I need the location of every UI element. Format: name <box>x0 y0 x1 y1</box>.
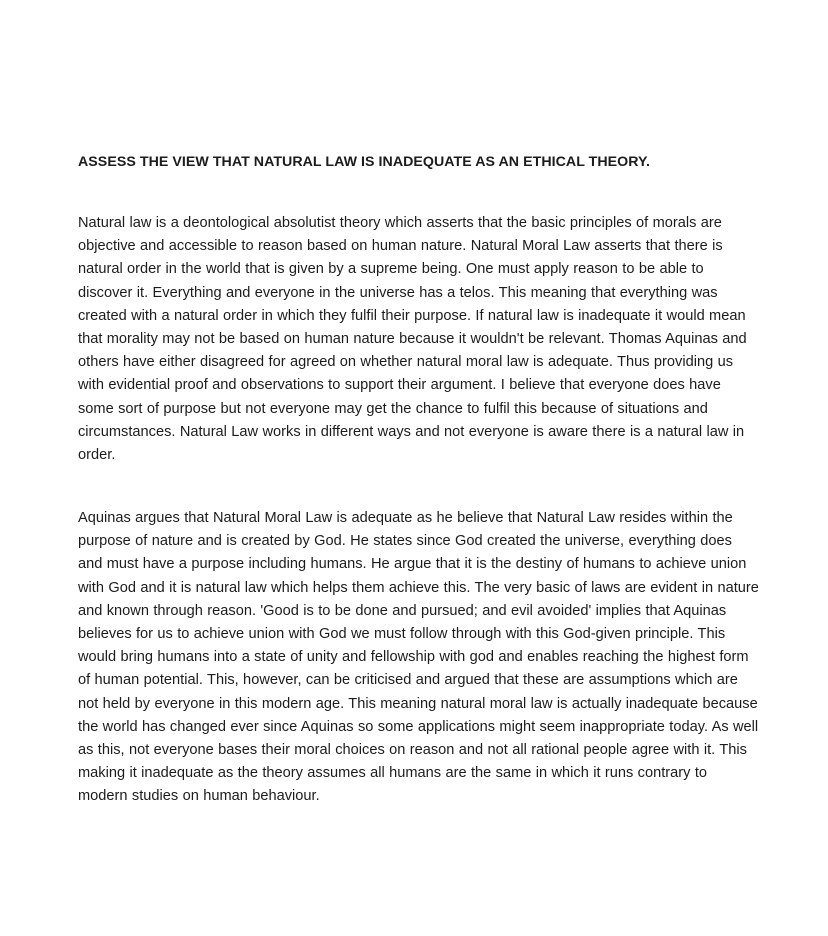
paragraph-aquinas-argument: Aquinas argues that Natural Moral Law is adequate as he believe that Natural Law resides within the purpose of nature and is created by God. He states since God created the universe, everything does and must have a purpose including humans. He argue that it is the destiny of humans to achieve union with God and it is natural law which helps them achieve this. The very basic of laws are evident in nature and known through reason. 'Good is to be done and pursued; and evil avoided' implies that Aquinas believes for us to achieve union with God we must follow through with this God-given principle. This would bring humans into a state of unity and fellowship with god and enables reaching the highest form of human potential. This, however, can be criticised and argued that these are assumptions which are not held by everyone in this modern age. This meaning natural moral law is actually inadequate because the world has changed ever since Aquinas so some applications might seem inappropriate today. As well as this, not everyone bases their moral choices on reason and not all rational people agree with it. This making it inadequate as the theory assumes all humans are the same in which it runs contrary to modern studies on human behaviour. <box>78 510 759 805</box>
paragraph-introduction: Natural law is a deontological absolutist theory which asserts that the basic principles of morals are objective and accessible to reason based on human nature. Natural Moral Law asserts that there is natural order in the world that is given by a supreme being. One must apply reason to be able to discover it. Everything and everyone in the universe has a telos. This meaning that everything was created with a natural order in which they fulfil their purpose. If natural law is inadequate it would mean that morality may not be based on human nature because it wouldn't be relevant. Thomas Aquinas and others have either disagreed for agreed on whether natural moral law is adequate. Thus providing us with evidential proof and observations to support their argument. I believe that everyone does have some sort of purpose but not everyone may get the chance to fulfil this because of situations and circumstances. Natural Law works in different ways and not everyone is aware there is a natural law in order. <box>78 215 747 464</box>
essay-title: ASSESS THE VIEW THAT NATURAL LAW IS INADEQUATE AS AN ETHICAL THEORY. <box>78 154 650 170</box>
